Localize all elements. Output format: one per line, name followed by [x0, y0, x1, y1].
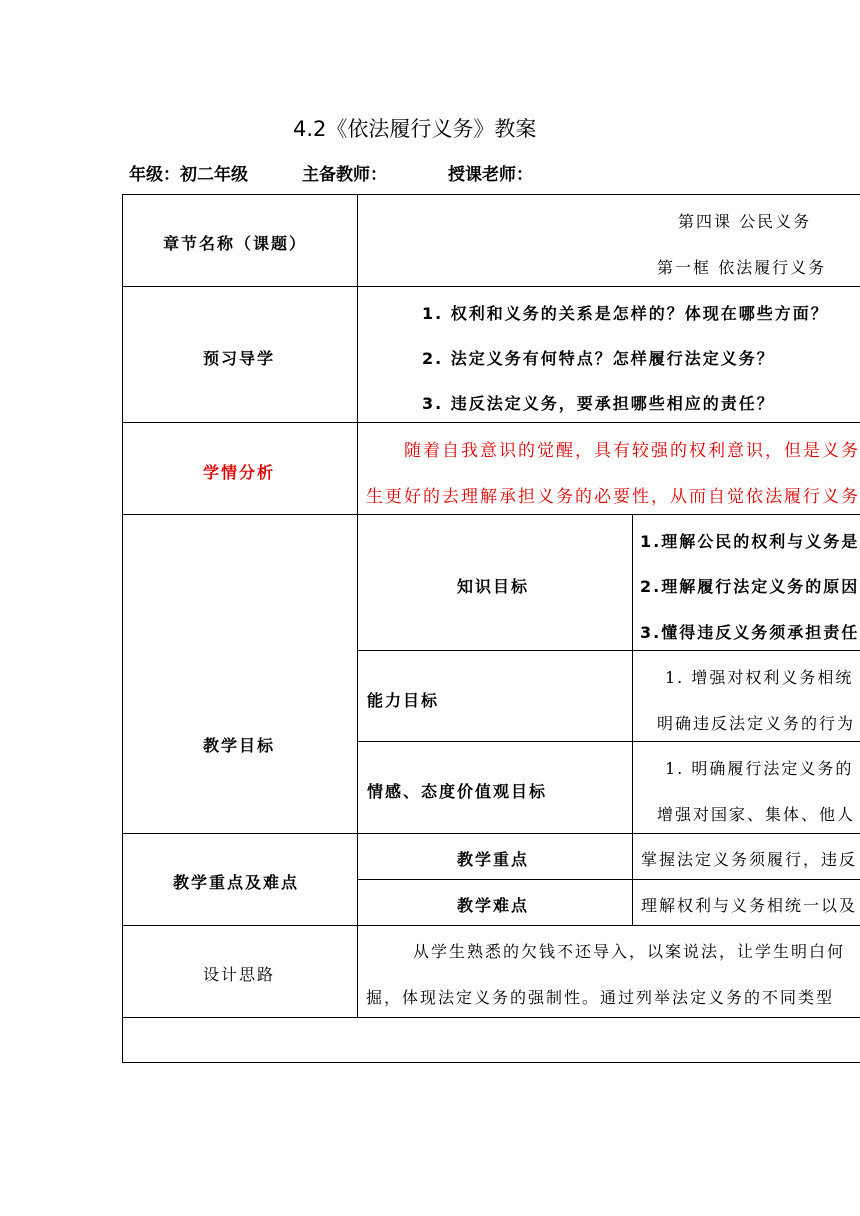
chapter-lesson: 第四课 公民义务 [678, 212, 812, 231]
emotion-goal-text: 1. 明确履行法定义务的 [665, 759, 854, 778]
design-text: 掘，体现法定义务的强制性。通过列举法定义务的不同类型 [366, 988, 835, 1007]
difficulty-text: 理解权利与义务相统一以及 [641, 896, 858, 915]
knowledge-goal-item: 3.懂得违反义务须承担责任 [640, 623, 860, 642]
ability-goal-text: 1. 增强对权利义务相统 [665, 668, 854, 687]
emotion-goal-text: 增强对国家、集体、他人 [657, 805, 856, 824]
ability-goal-label: 能力目标 [367, 691, 440, 710]
chapter-section: 第一框 依法履行义务 [657, 258, 827, 277]
lead-teacher-label: 主备教师： [302, 165, 387, 185]
row-divider [122, 286, 860, 287]
row-divider [122, 1017, 860, 1018]
row-divider [122, 194, 860, 195]
chapter-label: 章节名称（课题） [163, 234, 308, 253]
focus-label: 教学重点 [457, 850, 530, 869]
column-divider [632, 514, 633, 926]
emotion-goal-label: 情感、态度价值观目标 [367, 782, 548, 801]
design-label: 设计思路 [203, 965, 276, 984]
preview-question: 1. 权利和义务的关系是怎样的？体现在哪些方面？ [422, 304, 829, 323]
row-divider [122, 925, 860, 926]
grade-label: 年级：初二年级 [129, 165, 248, 185]
focus-text: 掌握法定义务须履行，违反 [641, 850, 858, 869]
knowledge-goal-item: 2.理解履行法定义务的原因 [640, 577, 860, 596]
preview-question: 2. 法定义务有何特点？怎样履行法定义务？ [422, 349, 775, 368]
page-title: 4.2《依法履行义务》教案 [293, 117, 537, 141]
goals-label: 教学目标 [203, 736, 276, 755]
keypoints-label: 教学重点及难点 [173, 873, 300, 892]
difficulty-label: 教学难点 [457, 896, 530, 915]
row-divider [122, 422, 860, 423]
knowledge-goal-item: 1.理解公民的权利与义务是 [640, 532, 860, 551]
analysis-label: 学情分析 [203, 463, 276, 482]
ability-goal-text: 明确违反法定义务的行为 [657, 714, 856, 733]
preview-label: 预习导学 [203, 349, 276, 368]
teacher-label: 授课老师： [448, 165, 533, 185]
table-border-left [122, 194, 123, 1063]
row-divider [357, 650, 860, 651]
table-border-bottom [122, 1062, 860, 1063]
knowledge-goal-label: 知识目标 [457, 577, 530, 596]
row-divider [357, 741, 860, 742]
preview-question: 3. 违反法定义务，要承担哪些相应的责任？ [422, 394, 775, 413]
row-divider [357, 879, 860, 880]
analysis-text: 随着自我意识的觉醒，具有较强的权利意识，但是义务 [404, 441, 860, 461]
design-text: 从学生熟悉的欠钱不还导入，以案说法，让学生明白何 [413, 942, 846, 961]
column-divider [357, 194, 358, 1017]
row-divider [122, 833, 860, 834]
row-divider [122, 514, 860, 515]
analysis-text: 生更好的去理解承担义务的必要性，从而自觉依法履行义务 [366, 487, 860, 507]
